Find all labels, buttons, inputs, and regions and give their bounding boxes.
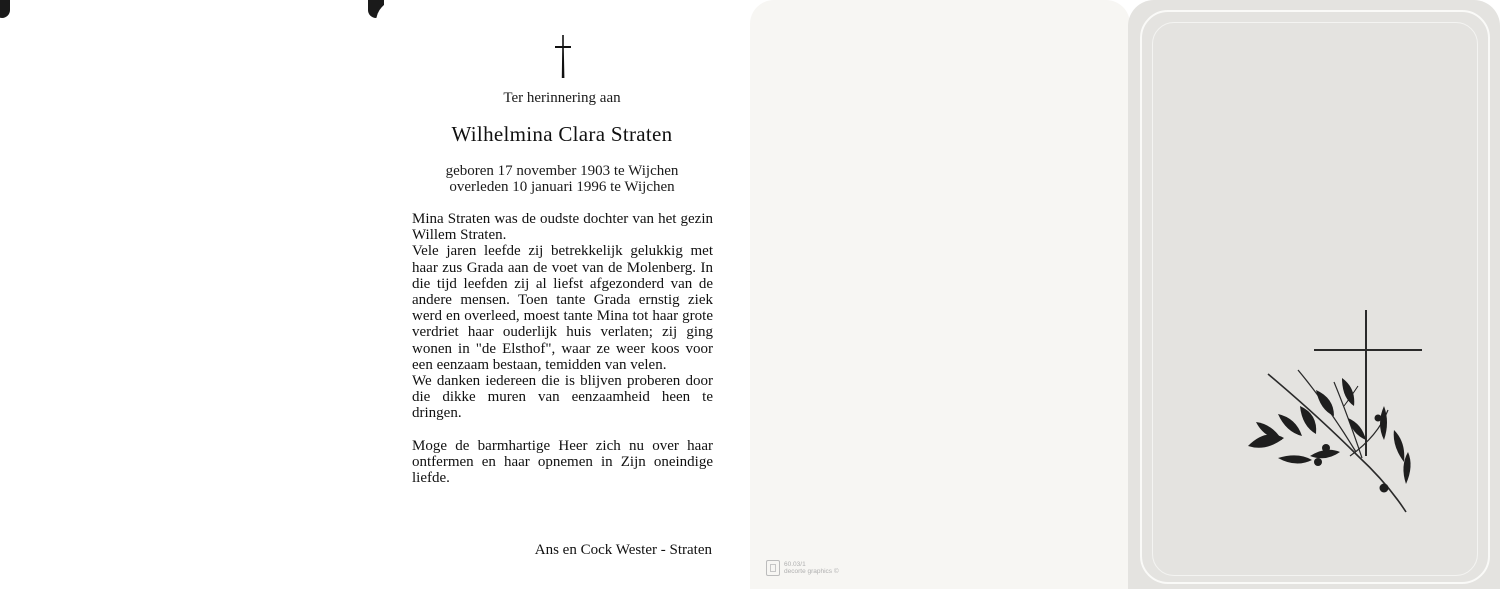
life-dates xyxy=(376,163,748,195)
paragraph: Vele jaren leefde zij betrekkelijk gelukkig met haar zus Grada aan de voet van de Molenberg. In die tijd leefden zij al liefst afgezonderd van de andere mensen. Toen tante Grada ernstig ziek werd en overleed, moest tante Mina tot haar grote verdriet haar ouderlijk huis verlaten; zij ging wonen in "de Elsthof", waar ze weer koos voor een eenzaam bestaan, temidden van velen. xyxy=(412,243,713,373)
paragraph: We danken iedereen die is blijven proberen door die dikke muren van eenzaamheid heen te dringen. xyxy=(412,373,713,422)
cross-icon xyxy=(553,34,573,80)
blank-page-inner xyxy=(750,0,1130,589)
printer-name: decorte graphics © xyxy=(784,568,839,575)
birth-line: geboren 17 november 1903 te Wijchen xyxy=(445,163,679,179)
cross-with-olive-branch-icon xyxy=(1238,306,1438,516)
death-line: overleden 10 januari 1996 te Wijchen xyxy=(449,179,675,195)
blank-page-left xyxy=(0,0,372,589)
memorial-text xyxy=(412,211,713,486)
printer-code: 60.03/1 xyxy=(784,561,806,568)
deceased-name: Wilhelmina Clara Straten xyxy=(451,122,673,146)
paragraph: Moge de barmhartige Heer zich nu over haar ontfermen en haar opnemen in Zijn oneindige liefde. xyxy=(412,437,713,487)
printer-mark xyxy=(766,560,839,576)
scan-edge-notch-left xyxy=(0,0,10,18)
cover-page xyxy=(1128,0,1500,589)
paragraph: Mina Straten was de oudste dochter van het gezin Willem Straten. xyxy=(412,211,713,244)
intro-line: Ter herinnering aan xyxy=(503,90,621,106)
memorial-text-page xyxy=(376,0,748,589)
printer-logo-icon xyxy=(766,560,780,576)
family-signature: Ans en Cock Wester - Straten xyxy=(534,542,712,558)
